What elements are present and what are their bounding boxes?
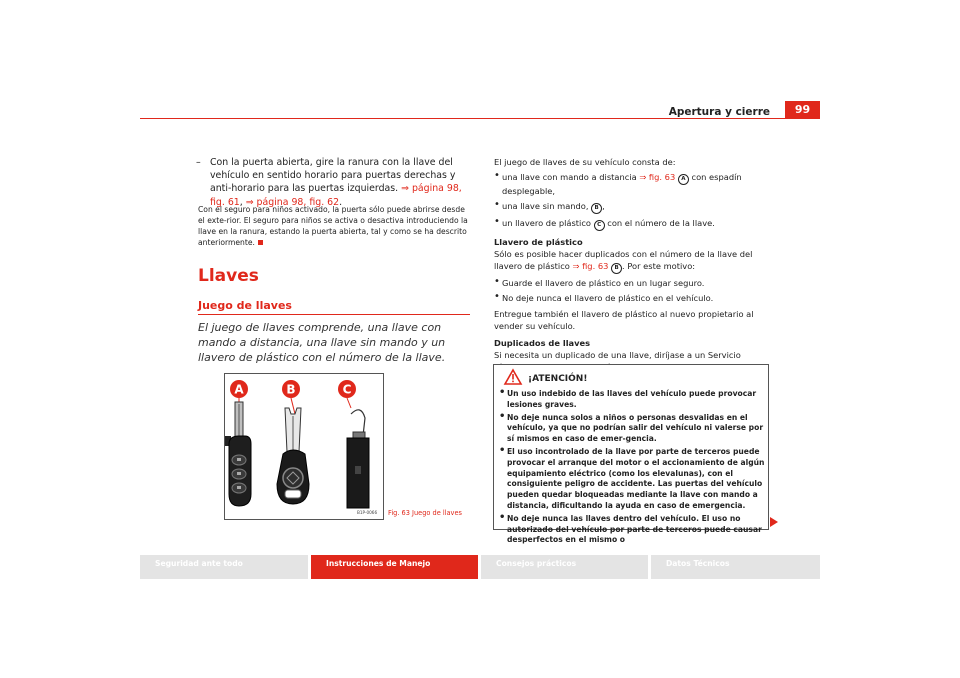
warning-icon — [504, 369, 522, 388]
lead-paragraph: El juego de llaves comprende, una llave con mando a distancia, una llave sin mando y un llavero de plástico con el número de la llave. — [198, 321, 446, 364]
label-a: A — [234, 382, 244, 397]
separator: , — [239, 196, 246, 208]
list-item: • Guarde el llavero de plástico en un lugar seguro. — [494, 277, 768, 289]
label-b: B — [286, 382, 296, 397]
llavero-paragraph — [494, 248, 768, 274]
entregue-paragraph: Entregue también el llavero de plástico al nuevo propietario al vender su vehículo. — [494, 309, 754, 331]
leader-line — [291, 398, 295, 414]
figure-code: B1P-0066 — [357, 510, 378, 515]
paragraph-text: Sólo es posible hacer duplicados con el número de la llave del llavero de plástico — [494, 249, 753, 271]
badge-b: B — [611, 263, 622, 274]
item-text: una llave sin mando, — [502, 201, 592, 211]
section-title: Llaves — [198, 266, 259, 286]
item-text: un llavero de plástico — [502, 218, 594, 228]
item-text: , — [602, 201, 605, 211]
figure-ref-link[interactable]: ⇒ fig. 63 — [639, 172, 676, 182]
plastic-keytag-drawing — [347, 410, 369, 508]
instruction-step — [198, 156, 470, 209]
leader-line — [347, 398, 351, 408]
list-item: • No deje nunca el llavero de plástico en el vehículo. — [494, 292, 768, 304]
item-text: con el número de la llave. — [604, 218, 715, 228]
header-rule — [140, 118, 820, 119]
badge-a: A — [678, 174, 689, 185]
page-number: 99 — [785, 101, 820, 119]
footer-tab-seguridad[interactable]: Seguridad ante todo — [140, 555, 308, 579]
subsection-title: Juego de llaves — [198, 299, 292, 312]
warning-item: • No deje nunca solos a niños o personas desvalidas en el vehículo, ya que no podrían salir del vehículo ni valerse por sí mismos en caso de emer-gencia. — [499, 413, 765, 445]
page-header-title: Apertura y cierre — [668, 106, 770, 118]
right-column-text — [494, 156, 768, 373]
duplicados-heading: Duplicados de llaves — [494, 338, 591, 348]
label-a-marker — [230, 380, 248, 398]
llavero-heading: Llavero de plástico — [494, 237, 583, 247]
note-paragraph — [198, 204, 470, 248]
warning-item: • No deje nunca las llaves dentro del vehículo. El uso no autorizado del vehículo por parte de terceros puede causar desperfectos en el mismo o — [499, 514, 765, 546]
list-item — [494, 200, 768, 214]
label-c-marker — [338, 380, 356, 398]
end-of-section-marker — [258, 240, 263, 245]
item-text: con espadín desplegable, — [502, 172, 742, 196]
continue-arrow-icon[interactable] — [770, 517, 778, 527]
warning-title: ¡ATENCIÓN! — [528, 374, 588, 384]
plain-key-drawing — [277, 408, 309, 504]
key-set-illustration — [225, 374, 383, 519]
duplicados-paragraph: Si necesita un duplicado de una llave, diríjase a un Servicio — [494, 350, 741, 360]
warning-item: • El uso incontrolado de la llave por parte de terceros puede provocar el arranque del motor o el accionamiento de algún equipamiento eléctrico (como los elevalunas), con el consiguiente peligro de accidente. Las puertas del vehículo pueden quedar bloqueadas mediante la llave con mando a distancia, dificultando la ayuda en caso de emergencia. — [499, 447, 765, 512]
warning-body — [499, 389, 765, 546]
figure-ref-link[interactable]: ⇒ fig. 63 — [572, 261, 609, 271]
warning-box — [493, 364, 769, 545]
label-b-marker — [282, 380, 300, 398]
list-item — [494, 171, 768, 197]
figure-caption: Fig. 63 Juego de llaves — [388, 509, 462, 517]
subsection-rule — [198, 314, 470, 315]
keyset-intro: El juego de llaves de su vehículo consta de: — [494, 157, 676, 167]
instruction-step-text — [198, 156, 470, 209]
badge-c: C — [594, 220, 605, 231]
page-ref-link[interactable]: ⇒ página 98, fig. 61 — [210, 183, 462, 208]
footer-tab-consejos[interactable]: Consejos prácticos — [481, 555, 648, 579]
dash-marker: – — [196, 157, 201, 168]
warning-header — [504, 369, 587, 388]
item-text: una llave con mando a distancia — [502, 172, 640, 182]
period: . — [339, 196, 343, 208]
note-text: Con el seguro para niños activado, la puerta sólo puede abrirse desde el exte-rior. El seguro para niños se activa o desactiva introduciendo la llave en la ranura, estando la puerta abierta, tal y como se ha descrito anteriormente. — [198, 205, 468, 247]
remote-key-drawing — [225, 402, 251, 506]
key-set-figure — [224, 373, 384, 520]
badge-b: B — [591, 203, 602, 214]
footer-tab-datos[interactable]: Datos Técnicos — [651, 555, 820, 579]
warning-item: • Un uso indebido de las llaves del vehículo puede provocar lesiones graves. — [499, 389, 765, 411]
paragraph-text: . Por este motivo: — [622, 261, 696, 271]
list-item — [494, 217, 768, 231]
label-c: C — [342, 382, 352, 397]
footer-tab-instrucciones[interactable]: Instrucciones de Manejo — [311, 555, 478, 579]
step-body: Con la puerta abierta, gire la ranura con la llave del vehículo en sentido horario para puertas derechas y anti-horario para las puertas izquierdas. — [210, 157, 456, 195]
page-ref-link[interactable]: ⇒ página 98, fig. 62 — [245, 196, 340, 208]
